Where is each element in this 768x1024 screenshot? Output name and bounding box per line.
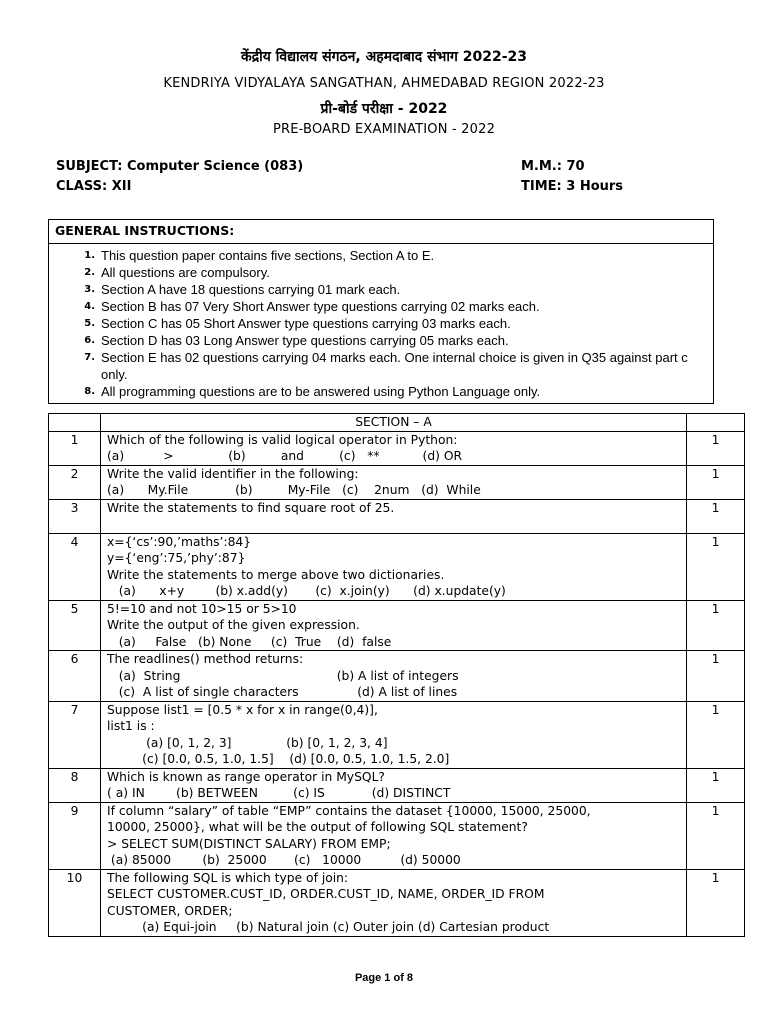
- question-line: x={‘cs’:90,’maths’:84}: [107, 534, 252, 549]
- instruction-item: [49, 383, 713, 400]
- question-number: 4: [49, 533, 101, 600]
- instruction-number: 2.: [84, 267, 95, 278]
- instruction-number: 3.: [84, 284, 95, 295]
- question-line: Which of the following is valid logical operator in Python:: [107, 432, 458, 447]
- instruction-item: [49, 298, 713, 315]
- question-marks: 1: [687, 465, 745, 499]
- question-row: [49, 701, 745, 768]
- question-line: (a) x+y (b) x.add(y) (c) x.join(y) (d) x.update(y): [107, 584, 506, 598]
- hindi-title: केंद्रीय विद्यालय संगठन, अहमदाबाद संभाग 2022-23: [240, 49, 528, 65]
- instruction-number: 7.: [84, 352, 95, 363]
- question-line: (a) My.File (b) My-File (c) 2num (d) While: [107, 483, 481, 497]
- question-line: Suppose list1 = [0.5 * x for x in range(0,4)],: [107, 702, 378, 717]
- question-text: [101, 533, 687, 600]
- instruction-item: [49, 332, 713, 349]
- page-footer: Page 1 of 8: [354, 972, 414, 984]
- question-line: (a) String (b) A list of integers: [107, 668, 459, 683]
- question-number: 2: [49, 465, 101, 499]
- question-row: [49, 869, 745, 936]
- question-text: [101, 802, 687, 869]
- question-marks: 1: [687, 431, 745, 465]
- question-line: (a) [0, 1, 2, 3] (b) [0, 1, 2, 3, 4]: [107, 735, 388, 750]
- instruction-text: Section C has 05 Short Answer type questions carrying 03 marks each.: [101, 316, 511, 331]
- question-line: Write the statements to merge above two dictionaries.: [107, 567, 445, 582]
- question-line: > SELECT SUM(DISTINCT SALARY) FROM EMP;: [107, 836, 391, 851]
- english-exam-title: PRE-BOARD EXAMINATION - 2022: [272, 122, 496, 137]
- question-line: y={‘eng’:75,’phy’:87}: [107, 551, 246, 565]
- question-marks: 1: [687, 651, 745, 702]
- question-number: 1: [49, 431, 101, 465]
- question-line: list1 is :: [107, 719, 155, 733]
- question-line: ( a) IN (b) BETWEEN (c) IS (d) DISTINCT: [107, 786, 451, 800]
- instruction-number: 6.: [84, 335, 95, 346]
- question-number: 7: [49, 701, 101, 768]
- instruction-item: [49, 247, 713, 264]
- question-row: [49, 600, 745, 651]
- question-row: [49, 768, 745, 802]
- question-line: [107, 516, 680, 533]
- question-text: [101, 431, 687, 465]
- question-row: [49, 431, 745, 465]
- question-number: 9: [49, 802, 101, 869]
- question-line: (a) > (b) and (c) ** (d) OR: [107, 449, 463, 463]
- question-line: Write the valid identifier in the following:: [107, 466, 359, 481]
- instruction-text: Section E has 02 questions carrying 04 marks each. One internal choice is given in Q35 against part c only.: [101, 350, 688, 382]
- question-line: The following SQL is which type of join:: [107, 870, 349, 885]
- instructions-list: [49, 247, 713, 400]
- instruction-text: This question paper contains five sections, Section A to E.: [101, 248, 435, 263]
- general-instructions-box: [48, 219, 714, 404]
- question-line: Write the output of the given expression.: [107, 618, 360, 632]
- instruction-number: 8.: [84, 386, 95, 397]
- instruction-text: All questions are compulsory.: [101, 265, 270, 280]
- question-marks: 1: [687, 600, 745, 651]
- question-number: 5: [49, 600, 101, 651]
- instruction-number: 1.: [84, 250, 95, 261]
- question-marks: 1: [687, 533, 745, 600]
- max-marks-label: M.M.: 70: [521, 159, 585, 174]
- english-title: KENDRIYA VIDYALAYA SANGATHAN, AHMEDABAD REGION 2022-23: [163, 76, 605, 91]
- question-marks: 1: [687, 869, 745, 936]
- instruction-item: [49, 349, 713, 383]
- time-label: TIME: 3 Hours: [521, 179, 624, 194]
- question-line: CUSTOMER, ORDER;: [107, 903, 233, 918]
- question-text: [101, 499, 687, 533]
- instruction-item: [49, 264, 713, 281]
- question-text: [101, 869, 687, 936]
- question-line: (a) Equi-join (b) Natural join (c) Outer join (d) Cartesian product: [107, 920, 550, 934]
- question-text: [101, 651, 687, 702]
- question-marks: 1: [687, 768, 745, 802]
- question-line: Write the statements to find square root of 25.: [107, 500, 395, 515]
- instruction-number: 5.: [84, 318, 95, 329]
- question-row: [49, 465, 745, 499]
- section-header-row: [49, 414, 745, 432]
- questions-table: [48, 413, 745, 937]
- instruction-number: 4.: [84, 301, 95, 312]
- question-line: (a) False (b) None (c) True (d) false: [107, 634, 392, 649]
- hindi-exam-title: प्री-बोर्ड परीक्षा - 2022: [320, 101, 448, 117]
- question-number: 6: [49, 651, 101, 702]
- question-line: 10000, 25000}, what will be the output of following SQL statement?: [107, 820, 528, 834]
- instruction-item: [49, 315, 713, 332]
- instruction-text: All programming questions are to be answered using Python Language only.: [101, 384, 541, 399]
- question-number: 3: [49, 499, 101, 533]
- question-text: [101, 600, 687, 651]
- question-line: SELECT CUSTOMER.CUST_ID, ORDER.CUST_ID, NAME, ORDER_ID FROM: [107, 887, 545, 901]
- question-number: 8: [49, 768, 101, 802]
- question-line: (c) A list of single characters (d) A list of lines: [107, 685, 458, 699]
- question-text: [101, 701, 687, 768]
- question-marks: 1: [687, 499, 745, 533]
- question-line: If column “salary” of table “EMP” contains the dataset {10000, 15000, 25000,: [107, 803, 591, 818]
- question-row: [49, 651, 745, 702]
- question-line: (c) [0.0, 0.5, 1.0, 1.5] (d) [0.0, 0.5, 1.0, 1.5, 2.0]: [107, 752, 450, 766]
- question-marks: 1: [687, 701, 745, 768]
- question-row: [49, 533, 745, 600]
- question-line: The readlines() method returns:: [107, 652, 304, 666]
- instruction-text: Section D has 03 Long Answer type questions carrying 05 marks each.: [101, 333, 509, 348]
- instruction-text: Section A have 18 questions carrying 01 mark each.: [101, 282, 401, 297]
- section-title: SECTION – A: [101, 414, 687, 432]
- question-text: [101, 465, 687, 499]
- general-instructions-heading: GENERAL INSTRUCTIONS:: [49, 220, 713, 244]
- instruction-text: Section B has 07 Very Short Answer type questions carrying 02 marks each.: [101, 299, 540, 314]
- question-line: 5!=10 and not 10>15 or 5>10: [107, 601, 297, 616]
- instruction-item: [49, 281, 713, 298]
- question-line: (a) 85000 (b) 25000 (c) 10000 (d) 50000: [107, 853, 461, 867]
- class-label: CLASS: XII: [56, 179, 132, 194]
- subject-label: SUBJECT: Computer Science (083): [56, 159, 304, 174]
- question-row: [49, 802, 745, 869]
- question-line: Which is known as range operator in MySQL?: [107, 769, 385, 784]
- question-number: 10: [49, 869, 101, 936]
- question-row: [49, 499, 745, 533]
- question-marks: 1: [687, 802, 745, 869]
- question-text: [101, 768, 687, 802]
